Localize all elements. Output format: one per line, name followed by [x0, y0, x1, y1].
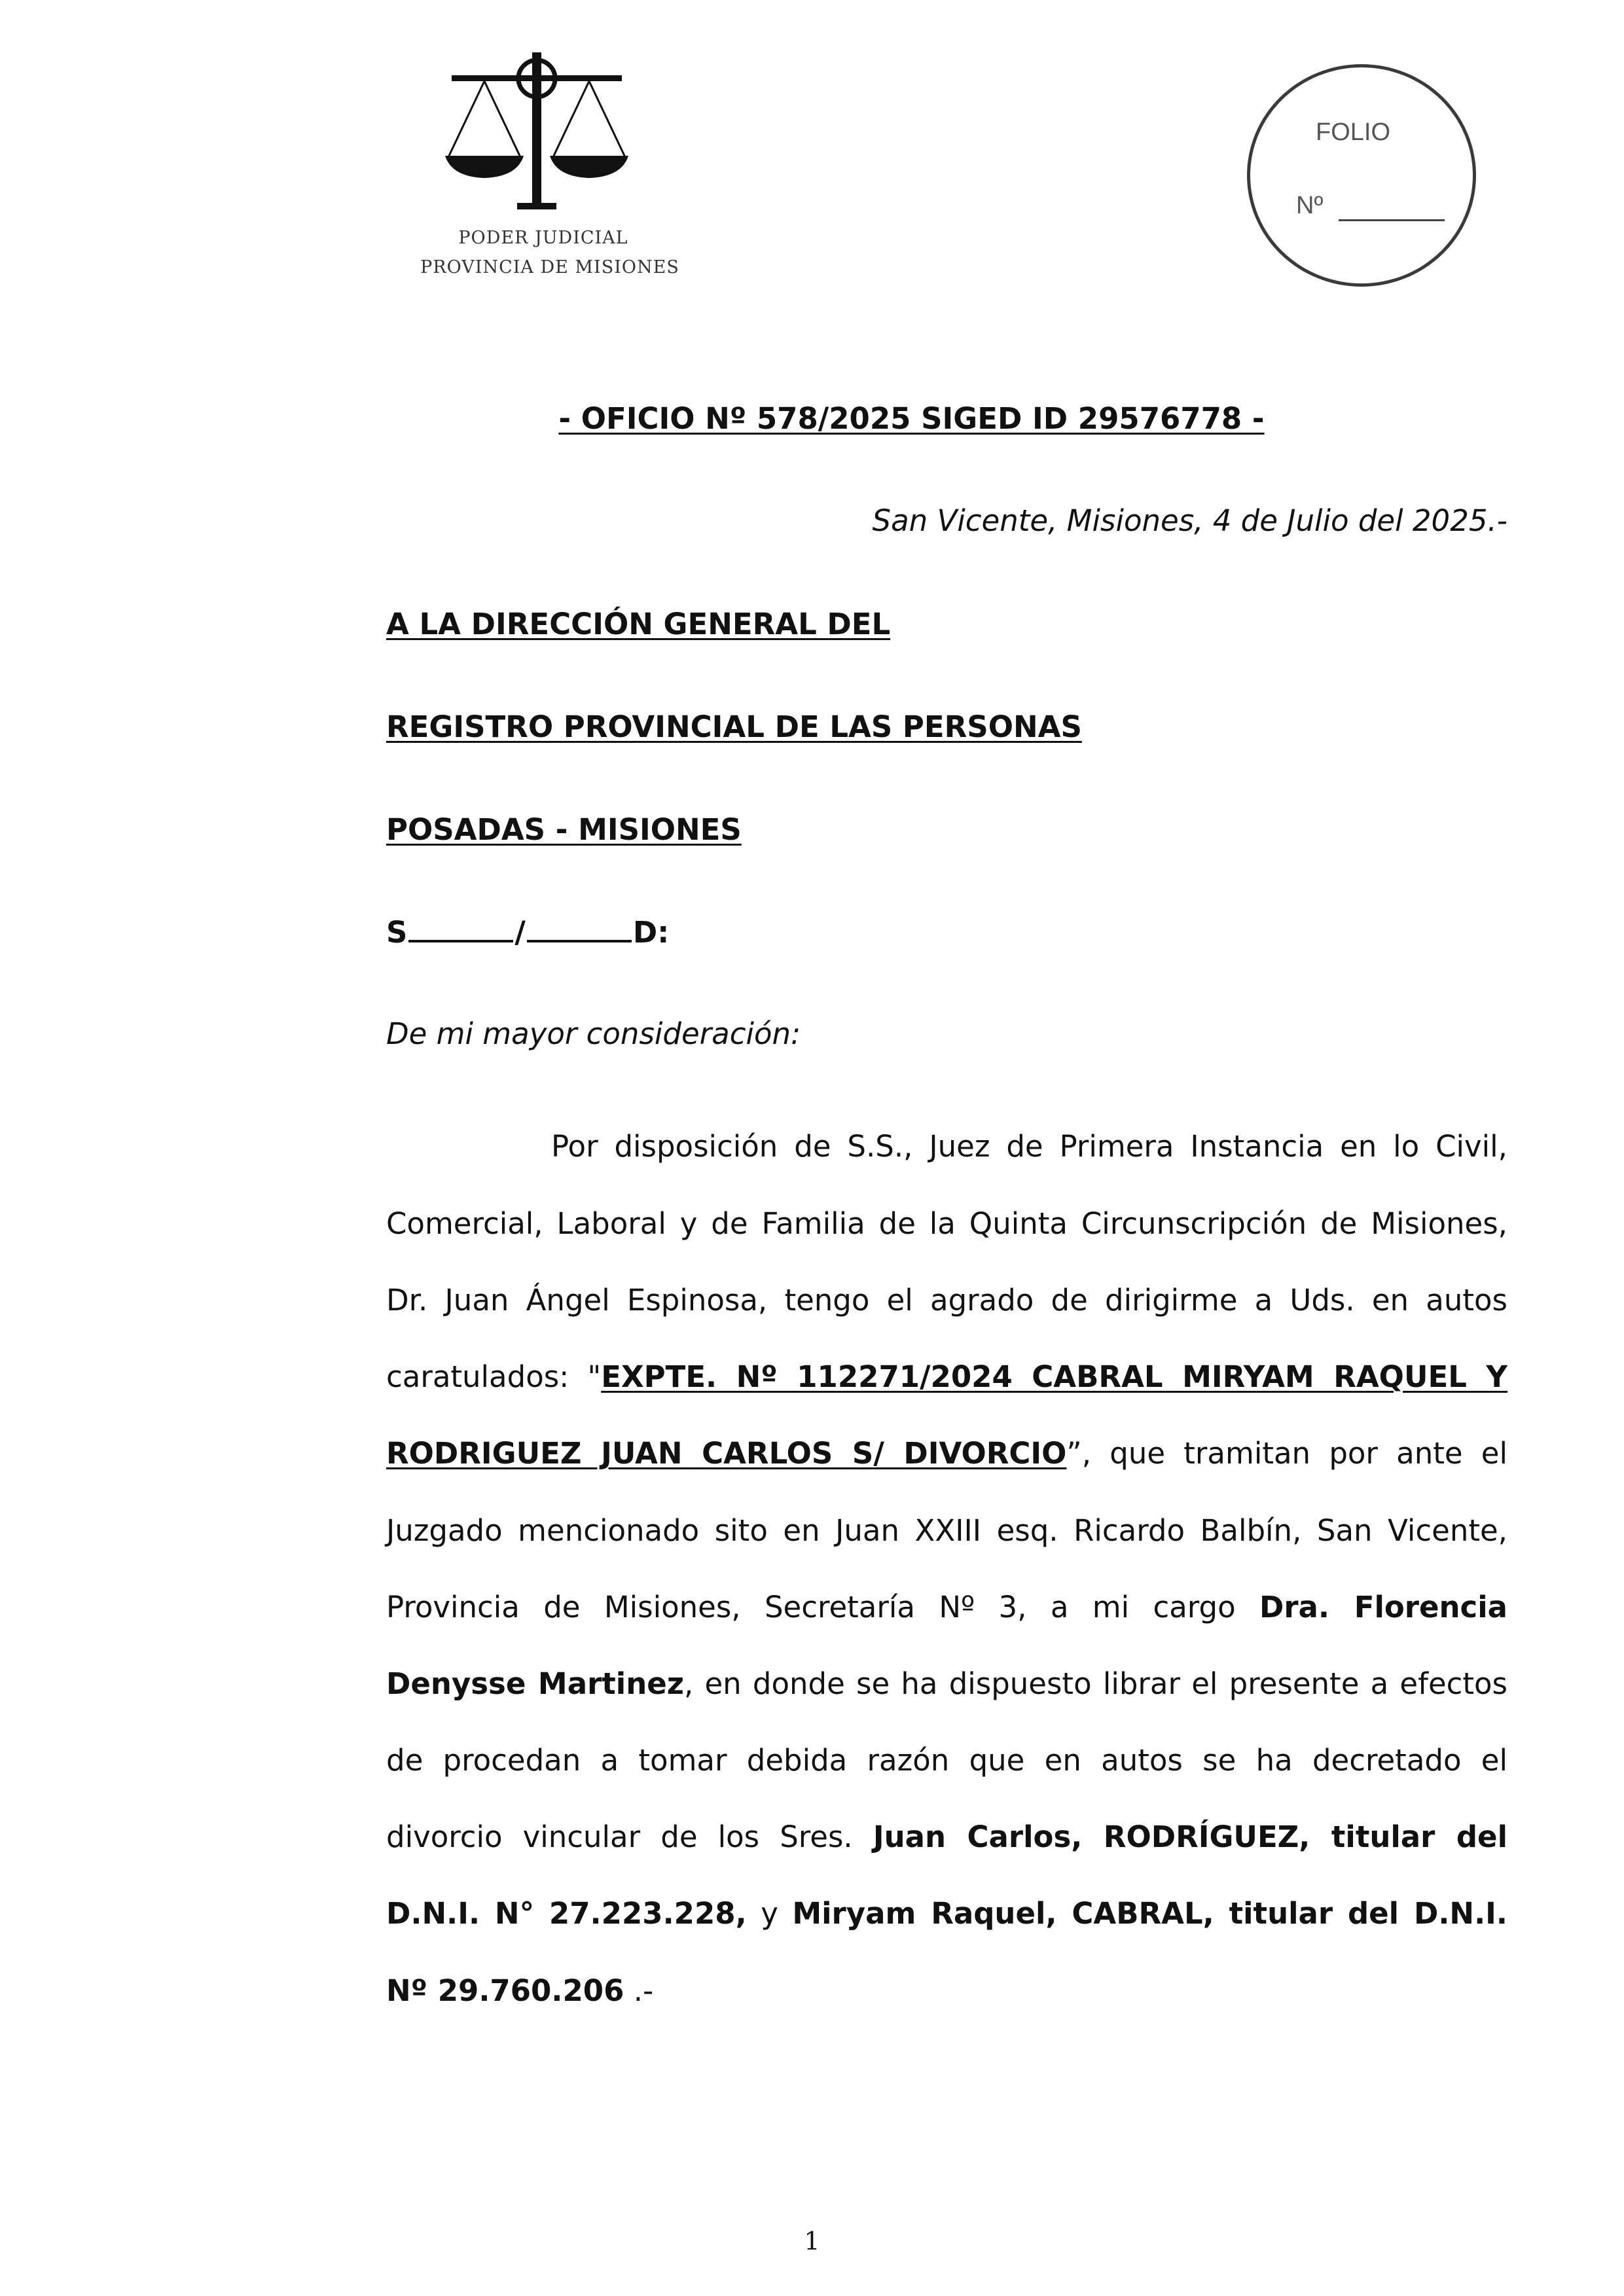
judicial-seal-logo — [412, 39, 687, 288]
place-date: San Vicente, Misiones, 4 de Julio del 2025.- — [872, 503, 1507, 538]
party-1-name: Juan Carlos, RODRÍGUEZ, titular del — [873, 1820, 1507, 1854]
greeting: De mi mayor consideración: — [386, 1016, 801, 1051]
seal-text-provincia: PROVINCIA DE MISIONES — [420, 257, 679, 278]
seal-text-poder-judicial: PODER JUDICIAL — [458, 228, 628, 248]
oficio-title — [0, 399, 1624, 439]
conjunction: y — [746, 1896, 793, 1931]
case-caption-part-2: RODRIGUEZ JUAN CARLOS S/ DIVORCIO — [386, 1436, 1067, 1471]
folio-stamp — [1247, 64, 1476, 287]
body-line-4 — [386, 1357, 1507, 1397]
addressee-line-1: A LA DIRECCIÓN GENERAL DEL — [386, 607, 891, 641]
body-line-10 — [386, 1818, 1507, 1857]
party-1-dni: D.N.I. N° 27.223.228, — [386, 1896, 747, 1931]
secretary-name-part-1: Dra. Florencia — [1259, 1590, 1508, 1624]
addressee-line-2: REGISTRO PROVINCIAL DE LAS PERSONAS — [386, 709, 1082, 744]
body-line-6: Juzgado mencionado sito en Juan XXIII esq. Ricardo Balbín, San Vicente, — [386, 1513, 1507, 1548]
body-line-10-text: divorcio vincular de los Sres. — [386, 1820, 873, 1854]
body-line-3: Dr. Juan Ángel Espinosa, tengo el agrado de dirigirme a Uds. en autos — [386, 1283, 1507, 1318]
sd-blank-2 — [527, 914, 632, 942]
body-line-7 — [386, 1588, 1507, 1627]
body-line-12 — [386, 1971, 1507, 2011]
body-line-9: de procedan a tomar debida razón que en autos se ha decretado el — [386, 1743, 1507, 1778]
sd-d: D: — [632, 915, 670, 950]
folio-number-blank — [1339, 219, 1445, 221]
sd-slash: / — [514, 915, 526, 950]
closing-mark: .- — [624, 1973, 654, 2008]
folio-title: FOLIO — [1316, 118, 1391, 146]
scales-of-justice-icon — [439, 39, 635, 223]
body-line-8-text: , en donde se ha dispuesto librar el presente a efectos — [683, 1666, 1507, 1701]
body-line-2: Comercial, Laboral y de Familia de la Quinta Circunscripción de Misiones, — [386, 1206, 1507, 1241]
body-line-11 — [386, 1894, 1507, 1933]
sd-blank-1 — [408, 914, 513, 942]
body-line-1: Por disposición de S.S., Juez de Primera Instancia en lo Civil, — [551, 1129, 1507, 1164]
body-line-8 — [386, 1664, 1507, 1704]
party-2-name: Miryam Raquel, CABRAL, titular del D.N.I. — [792, 1896, 1508, 1931]
body-line-5 — [386, 1434, 1507, 1473]
body-line-5-text: ”, que tramitan por ante el — [1066, 1436, 1507, 1471]
folio-number-label: Nº — [1296, 192, 1324, 219]
case-caption-part-1: EXPTE. Nº 112271/2024 CABRAL MIRYAM RAQUEL Y — [601, 1359, 1507, 1394]
secretary-name-part-2: Denysse Martinez — [386, 1666, 684, 1701]
body-line-4-text: caratulados: " — [386, 1359, 602, 1394]
body-line-7-text: Provincia de Misiones, Secretaría Nº 3, a mi cargo — [386, 1590, 1259, 1624]
sd-line — [386, 913, 669, 952]
party-2-dni: Nº 29.760.206 — [386, 1973, 624, 2008]
sd-s: S — [386, 915, 408, 950]
oficio-title-text: - OFICIO Nº 578/2025 SIGED ID 29576778 - — [558, 401, 1265, 436]
addressee-line-3: POSADAS - MISIONES — [386, 812, 742, 847]
page-number: 1 — [804, 2227, 820, 2255]
